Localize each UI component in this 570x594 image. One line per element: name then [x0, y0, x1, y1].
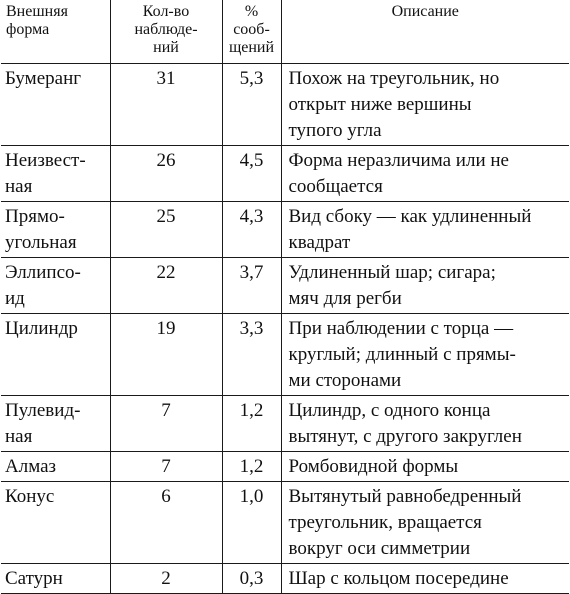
cell-form [1, 451, 110, 481]
cell-form-line: угольная [5, 231, 77, 253]
cell-description [281, 313, 569, 395]
cell-percent: 1,2 [222, 451, 281, 481]
header-percent [222, 0, 281, 63]
table-row [1, 395, 569, 451]
cell-form [1, 145, 110, 201]
cell-form-line: ная [5, 175, 33, 197]
cell-description-line: Удлиненный шар; сигара; [288, 261, 496, 283]
cell-description-line: вытянут, с другого закруглен [288, 425, 522, 447]
cell-percent: 5,3 [222, 63, 281, 145]
cell-description [281, 481, 569, 563]
cell-form [1, 313, 110, 395]
cell-form-line: ид [5, 287, 25, 309]
header-percent-line: щений [228, 39, 275, 56]
cell-description-line: Вид сбоку — как удлиненный [288, 205, 532, 227]
cell-count: 6 [110, 481, 222, 563]
cell-form-line: Алмаз [5, 455, 57, 477]
cell-description-line: круглый; длинный с прямы- [288, 343, 516, 365]
table-row [1, 563, 569, 593]
header-count-line: наблюде- [134, 21, 198, 38]
cell-description-line: тупого угла [288, 119, 382, 141]
table-row [1, 63, 569, 145]
cell-description [281, 257, 569, 313]
cell-form-line: ная [5, 425, 33, 447]
cell-form [1, 201, 110, 257]
cell-count: 22 [110, 257, 222, 313]
cell-description [281, 63, 569, 145]
header-form-line: форма [6, 21, 50, 38]
table-body [1, 63, 569, 593]
cell-percent: 3,3 [222, 313, 281, 395]
table-row [1, 313, 569, 395]
header-form [1, 0, 110, 63]
table-header [1, 0, 569, 63]
cell-description-line: Вытянутый равнобедренный [288, 485, 522, 507]
cell-form-line: Пулевид- [5, 399, 81, 421]
cell-count: 25 [110, 201, 222, 257]
header-count-line: ний [153, 39, 179, 56]
header-percent-line: сооб- [233, 21, 270, 38]
cell-percent: 1,0 [222, 481, 281, 563]
cell-form-line: Эллипсо- [5, 261, 81, 283]
cell-description-line: Цилиндр, с одного конца [288, 399, 491, 421]
cell-description [281, 395, 569, 451]
cell-form [1, 63, 110, 145]
table-row [1, 257, 569, 313]
cell-form-line: Конус [5, 485, 55, 507]
cell-form [1, 563, 110, 593]
cell-description-line: Форма неразличима или не [288, 149, 509, 171]
cell-description-line: Шар с кольцом посередине [288, 567, 509, 589]
cell-count: 7 [110, 395, 222, 451]
cell-description [281, 451, 569, 481]
cell-count: 7 [110, 451, 222, 481]
header-description-line: Описание [391, 3, 459, 20]
cell-percent: 4,3 [222, 201, 281, 257]
cell-count: 2 [110, 563, 222, 593]
cell-description-line: При наблюдении с торца — [288, 317, 514, 339]
cell-description-line: Ромбовидной формы [288, 455, 459, 477]
cell-percent: 1,2 [222, 395, 281, 451]
cell-description-line: треугольник, вращается [288, 511, 482, 533]
cell-count: 31 [110, 63, 222, 145]
ufo-shapes-table [1, 0, 569, 594]
cell-description [281, 201, 569, 257]
header-percent-line: % [244, 3, 259, 20]
table-row [1, 481, 569, 563]
cell-description-line: мяч для регби [288, 287, 402, 309]
cell-percent: 4,5 [222, 145, 281, 201]
cell-description-line: открыт ниже вершины [288, 93, 472, 115]
cell-form [1, 395, 110, 451]
header-form-line: Внешняя [6, 3, 68, 20]
cell-form-line: Цилиндр [5, 317, 78, 339]
cell-count: 26 [110, 145, 222, 201]
cell-form-line: Неизвест- [5, 149, 86, 171]
cell-form [1, 481, 110, 563]
cell-description-line: квадрат [288, 231, 351, 253]
table-row [1, 145, 569, 201]
header-row [1, 0, 569, 63]
cell-count: 19 [110, 313, 222, 395]
cell-form-line: Бумеранг [5, 67, 82, 89]
header-count [110, 0, 222, 63]
cell-percent: 0,3 [222, 563, 281, 593]
cell-description-line: ми сторонами [288, 369, 402, 391]
header-count-line: Кол-во [142, 3, 190, 20]
header-description [281, 0, 569, 63]
cell-description-line: Похож на треугольник, но [288, 67, 500, 89]
cell-percent: 3,7 [222, 257, 281, 313]
table-row [1, 201, 569, 257]
cell-description-line: вокруг оси симметрии [288, 537, 471, 559]
cell-form-line: Сатурн [5, 567, 63, 589]
cell-form-line: Прямо- [5, 205, 65, 227]
cell-description-line: сообщается [288, 175, 383, 197]
cell-description [281, 145, 569, 201]
table-row [1, 451, 569, 481]
cell-form [1, 257, 110, 313]
cell-description [281, 563, 569, 593]
